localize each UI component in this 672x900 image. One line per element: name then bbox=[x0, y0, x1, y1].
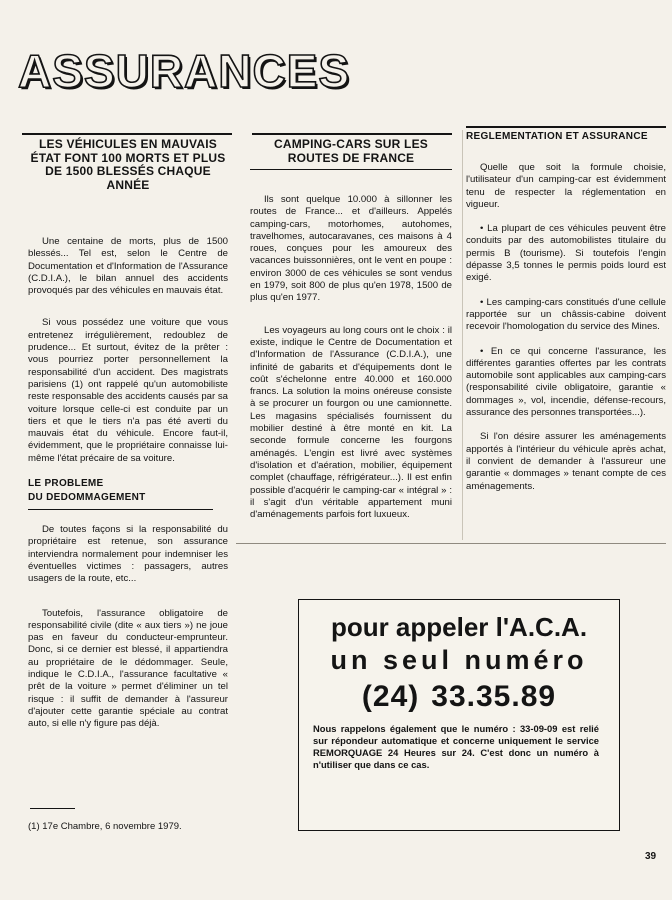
show-through-print bbox=[360, 86, 377, 124]
col3-paragraph-3: • Les camping-cars constitués d'une cellule rapportée sur un châssis-cabine doivent recevoir l'homologation du service des Mines. bbox=[466, 296, 666, 333]
col2-top-rule bbox=[252, 133, 452, 135]
box-phone-number bbox=[299, 680, 619, 714]
box-note: Nous rappelons également que le numéro : 33-09-09 est relié sur répondeur automatique et concerne uniquement le service REMORQUAGE 24 Heures sur 24. C'est donc un numéro à n'utiliser que dans ce cas. bbox=[313, 723, 599, 770]
box-line-1: pour appeler l'A.C.A. bbox=[330, 612, 588, 642]
col1-paragraph-2: Si vous possédez une voiture que vous entretenez irrégulièrement, redoublez de prudence... Et surtout, évitez de la prêter : vous pourriez porter personnellement la responsabilité d'un accident. Des magistrats parisiens (1) ont rappelé qu'un automobiliste reste responsable des accidents causés par sa voiture lorsque celle-ci est conduite par un tiers et que le tiers n'a pas été averti du mauvais état du véhicule. Encore faut-il, évidemment, que le propriétaire connaisse lui-même l'état précaire de sa voiture. bbox=[28, 317, 228, 464]
col1-paragraph-1: Une centaine de morts, plus de 1500 blessés... Tel est, selon le Centre de Documentation et d'Information de l'Assurance (C.D.I.A.), le bilan annuel des accidents provoqués par des véhicules en mauvais état. bbox=[28, 236, 228, 297]
column-vehicles bbox=[28, 138, 228, 743]
box-number: 33.35.89 bbox=[431, 680, 557, 713]
col1-subhead-line2: DU DEDOMMAGEMENT bbox=[28, 492, 146, 504]
masthead-title: ASSURANCES bbox=[18, 45, 351, 97]
column-divider bbox=[462, 130, 463, 540]
col3-paragraph-1: Quelle que soit la formule choisie, l'utilisateur d'un camping-car est évidemment tenu de respecter la réglementation en vigueur. bbox=[466, 162, 666, 210]
col1-top-rule bbox=[22, 133, 232, 135]
col1-headline: LES VÉHICULES EN MAUVAIS ÉTAT FONT 100 MORTS ET PLUS DE 1500 BLESSÉS CHAQUE ANNÉE bbox=[30, 137, 226, 192]
col2-headline: CAMPING-CARS SUR LES ROUTES DE FRANCE bbox=[273, 137, 428, 165]
column-regulation bbox=[466, 130, 666, 505]
col3-headline: REGLEMENTATION ET ASSURANCE bbox=[466, 131, 648, 142]
col2-paragraph-1: Ils sont quelque 10.000 à sillonner les routes de France... et d'ailleurs. Appelés camping-cars, motorhomes, autohomes, travelhomes, autocaravanes, ces maisons à 4 roues, conçues pour les amoureux des vacances buissonnières, ont le vent en poupe : environ 3000 de ces véhicules se sont vendus en 1979, soit 800 de plus qu'en 1978, 1500 de plus qu'en 1977. bbox=[250, 194, 452, 304]
col3-top-rule bbox=[466, 126, 666, 128]
col1-paragraph-4: Toutefois, l'assurance obligatoire de responsabilité civile (dite « aux tiers ») ne joue pas en faveur du conducteur-emprunteur. Donc, si ce dernier est blessé, il appartiendra au propriétaire de le dédommager. Seule, indique le C.D.I.A., l'assurance facultative « prêt de la voiture » permet d'éliminer un tel risque : il suffit de demander à l'assureur d'ajouter cette garantie spéciale au contrat auto, si elle n'y figure pas déjà. bbox=[28, 607, 228, 730]
box-area-code: (24) bbox=[361, 680, 420, 713]
col3-paragraph-2: • La plupart de ces véhicules peuvent être conduits par des automobilistes titulaire du permis B (tourisme). Si toutefois l'engin dépasse 3,5 tonnes le permis poids lourd est exigé. bbox=[466, 223, 666, 284]
box-line-2: un seul numéro bbox=[330, 645, 588, 675]
col3-paragraph-5: Si l'on désire assurer les aménagements apportés à l'intérieur du véhicule après achat, il convient de demander à l'assureur une garantie « dommages » tenant compte de ces aménagements. bbox=[466, 431, 666, 492]
footnote: (1) 17e Chambre, 6 novembre 1979. bbox=[28, 821, 182, 832]
page-number: 39 bbox=[645, 851, 657, 862]
aca-phone-box bbox=[298, 599, 620, 831]
col3-paragraph-4: • En ce qui concerne l'assurance, les différentes garanties offertes par les contrats automobile sont applicables aux camping-cars (responsabilité civile obligatoire, garantie « dommages », vol, incendie, défense-recours, assurance des personnes transportées...). bbox=[466, 345, 666, 419]
column-camping-cars bbox=[250, 138, 452, 533]
col1-paragraph-3: De toutes façons si la responsabilité du propriétaire est retenue, son assurance interviendra normalement pour indemniser les éventuelles victimes : passagers, autres usagers de la route, etc... bbox=[28, 524, 228, 585]
section-divider bbox=[236, 543, 666, 544]
col1-subhead-line1: LE PROBLEME bbox=[28, 478, 104, 490]
footnote-rule bbox=[30, 808, 75, 809]
col2-paragraph-2: Les voyageurs au long cours ont le choix : il existe, indique le Centre de Documentation et d'Information de l'Assurance (C.D.I.A.), une infinité de gabarits et d'équipements dont le coût s'échelonne entre 40.000 et 160.000 francs. La solution la moins onéreuse consiste à se procurer un fourgon ou une camionnette. Les magasins spécialisés fournissent du mobilier destiné à être monté en kit. La seconde formule concerne les fourgons aménagés. L'engin est livré avec systèmes d'isolation et d'aération, mobilier, équipement complet (chauffage, réfrigérateur...). Il est enfin possible d'acquérir le camping-car « intégral » : il s'agit d'un véritable appartement muni d'aménagements parfois fort luxueux. bbox=[250, 324, 452, 521]
